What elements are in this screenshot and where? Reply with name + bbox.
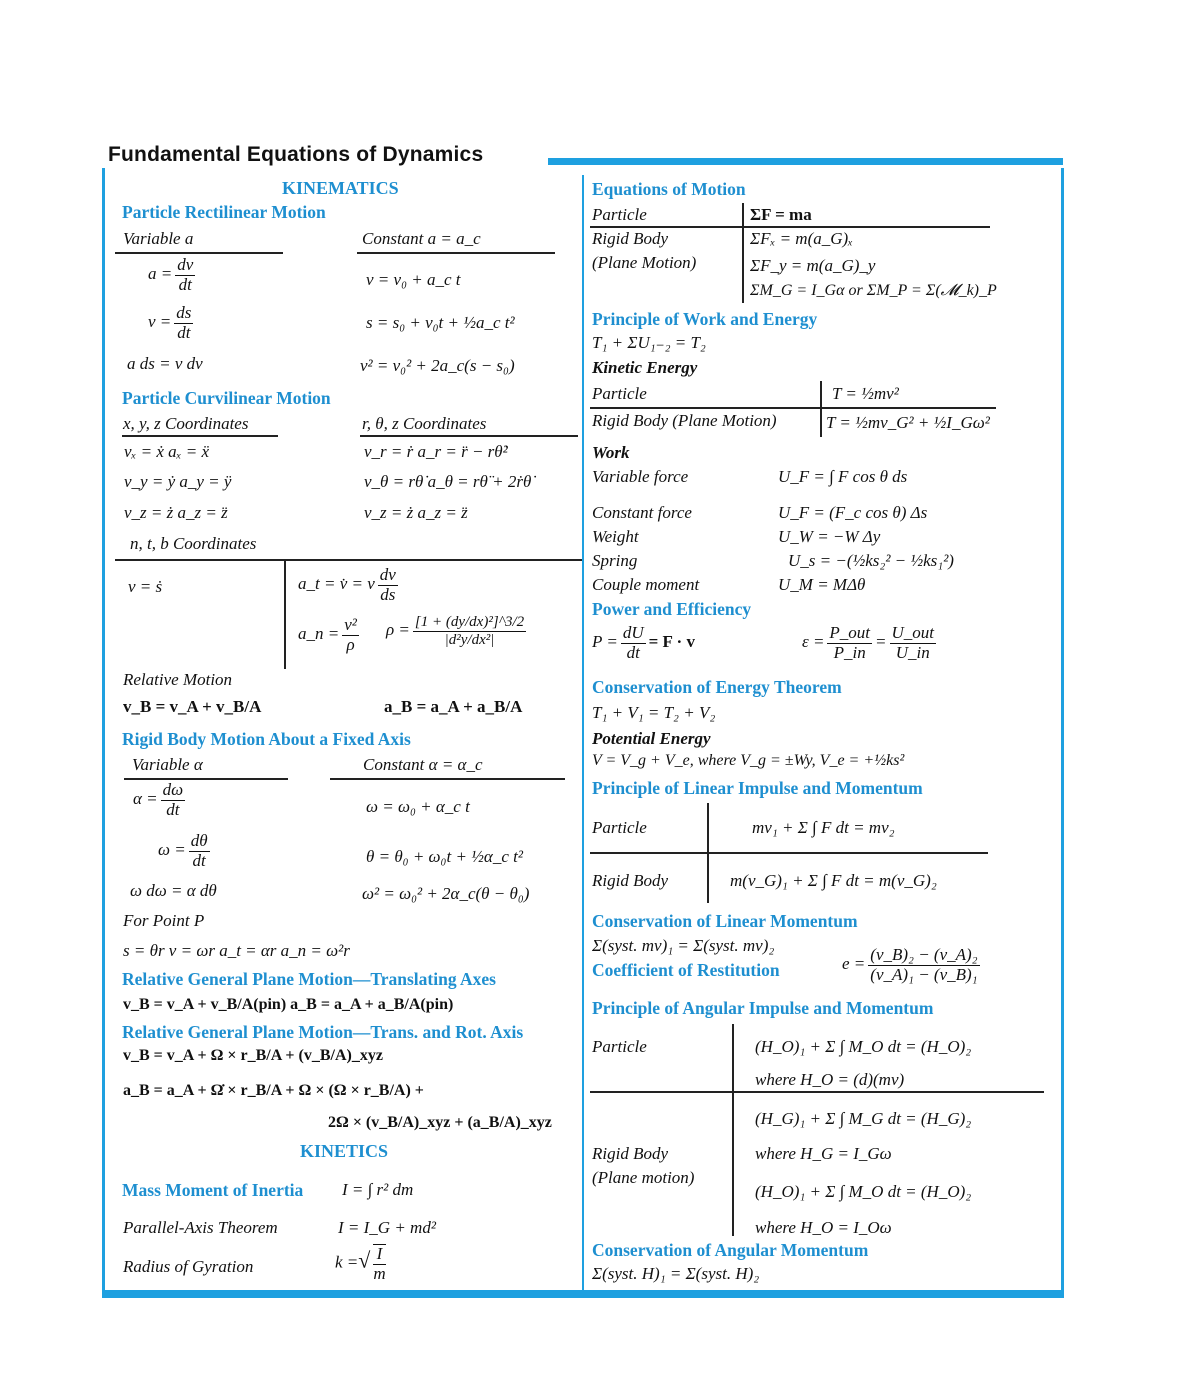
- eq-const-omega: ω = ω₀ + α_c t: [366, 797, 470, 816]
- rule: [590, 852, 988, 854]
- eq-at: a_t = v̇ = v $\frac{dv}{ds}$: [298, 565, 396, 604]
- eq-spring: U_s = −(½ks₂² − ½ks₁²): [788, 551, 954, 570]
- radius-gyration-label: Radius of Gyration: [123, 1257, 254, 1276]
- eq-an: a_n = $\frac{\text{v²}}{\rho}$: [298, 615, 357, 654]
- eq-li-particle: mv₁ + Σ ∫ F dt = mv₂: [752, 818, 895, 837]
- work-energy-heading: Principle of Work and Energy: [592, 309, 818, 329]
- conservation-energy-heading: Conservation of Energy Theorem: [592, 677, 842, 697]
- ai-rigid-o-where: where H_O = I_Oω: [755, 1218, 892, 1237]
- rule: [115, 252, 283, 254]
- eq-ai-rigid-o: (H_O)₁ + Σ ∫ M_O dt = (H_O)₂: [755, 1182, 972, 1201]
- eq-rel-a: a_B = a_A + a_B/A: [384, 697, 523, 716]
- eq-radius-gyration: k =√ $\frac{I}{m}$: [335, 1244, 386, 1283]
- mass-moment-heading: Mass Moment of Inertia: [122, 1180, 304, 1200]
- particle-curvilinear-heading: Particle Curvilinear Motion: [122, 388, 331, 408]
- eq-power: P = $\frac{dU}{dt}$ = F · v: [592, 623, 695, 662]
- rule: [742, 203, 744, 303]
- ai-rigid-g-where: where H_G = I_Gω: [755, 1144, 892, 1163]
- rule: [590, 226, 990, 228]
- rule: [820, 381, 822, 437]
- particle-rectilinear-heading: Particle Rectilinear Motion: [122, 202, 326, 222]
- eq-ke-rigid: T = ½mv_G² + ½I_Gω²: [826, 413, 990, 432]
- spring-label: Spring: [592, 551, 638, 570]
- rule: [590, 1091, 1044, 1093]
- relative-motion-label: Relative Motion: [123, 670, 233, 689]
- eq-parallel-axis: I = I_G + md²: [338, 1218, 436, 1237]
- parallel-axis-label: Parallel-Axis Theorem: [123, 1218, 278, 1237]
- kinematics-heading: KINEMATICS: [282, 178, 399, 198]
- ke-particle-label: Particle: [592, 384, 647, 403]
- eq-const-v: v = v₀ + a_c t: [366, 270, 461, 289]
- eq-restitution: e = $\frac{\text{(v\_B)₂ − (v\_A)₂}}{\text{(v\_A)₁ − (v\_B)₁}}$: [842, 945, 978, 984]
- eq-ai-particle: (H_O)₁ + Σ ∫ M_O dt = (H_O)₂: [755, 1037, 972, 1056]
- constant-force-label: Constant force: [592, 503, 692, 522]
- variable-a-label: Variable a: [123, 229, 194, 248]
- eq-rel-v: v_B = v_A + v_B/A: [123, 697, 262, 716]
- eq-a-dvdt: a = $\frac{dv}{dt}$: [148, 255, 194, 294]
- eom-particle-label: Particle: [592, 205, 647, 224]
- rule: [357, 252, 555, 254]
- bottom-rule: [102, 1290, 1064, 1298]
- equations-of-motion-heading: Equations of Motion: [592, 179, 746, 199]
- weight-label: Weight: [592, 527, 639, 546]
- kinetics-heading: KINETICS: [300, 1141, 389, 1161]
- constant-a-label: Constant a = a_c: [362, 229, 481, 248]
- potential-energy-label: Potential Energy: [592, 729, 711, 748]
- eq-v-dsdt: v = $\frac{ds}{dt}$: [148, 303, 192, 342]
- rule: [590, 407, 996, 409]
- eq-vtheta: v_θ = rθ̇ a_θ = rθ̈ + 2ṙθ̇: [364, 472, 532, 491]
- eq-vz: v_z = ż a_z = z̈: [124, 503, 228, 522]
- eq-const-s: s = s₀ + v₀t + ½a_c t²: [366, 313, 515, 332]
- xyz-label: x, y, z Coordinates: [123, 414, 249, 433]
- eq-const-theta: θ = θ₀ + ω₀t + ½α_c t²: [366, 847, 523, 866]
- eq-vz2: v_z = ż a_z = z̈: [364, 503, 468, 522]
- variable-alpha-label: Variable α: [132, 755, 203, 774]
- eq-rgpm-a: a_B = a_A + Ω̇ × r_B/A + Ω × (Ω × r_B/A) +: [123, 1082, 424, 1099]
- rule: [360, 435, 578, 437]
- eq-ads-vdv: a ds = v dv: [127, 354, 203, 373]
- eq-v-sdot: v = ṡ: [128, 577, 163, 596]
- ai-particle-where: where H_O = (d)(mv): [755, 1070, 905, 1089]
- eq-weight: U_W = −W Δy: [778, 527, 881, 546]
- eq-alpha: α = $\frac{d\omega}{dt}$: [133, 780, 184, 819]
- ntb-label: n, t, b Coordinates: [130, 534, 257, 553]
- angular-impulse-heading: Principle of Angular Impulse and Momentum: [592, 998, 934, 1018]
- work-label: Work: [592, 443, 630, 462]
- rgpm-translating-heading: Relative General Plane Motion—Translating Axes: [122, 969, 496, 989]
- kinetic-energy-label: Kinetic Energy: [592, 358, 698, 377]
- eom-plane-label: (Plane Motion): [592, 253, 697, 272]
- eq-mass-moment: I = ∫ r² dm: [342, 1180, 414, 1199]
- rule: [124, 778, 288, 780]
- eq-eom-moment: ΣM_G = I_Gα or ΣM_P = Σ(𝓜_k)_P: [750, 282, 997, 299]
- eq-omega-domega: ω dω = α dθ: [130, 881, 217, 900]
- title-rule: [548, 158, 1063, 165]
- eq-work-energy: T₁ + ΣU₁₋₂ = T₂: [592, 333, 706, 352]
- eq-vy: v_y = ẏ a_y = ÿ: [124, 472, 232, 491]
- rgpm-rotating-heading: Relative General Plane Motion—Trans. and Rot. Axis: [122, 1022, 524, 1042]
- conservation-angular-heading: Conservation of Angular Momentum: [592, 1240, 869, 1260]
- ke-rigid-label: Rigid Body (Plane Motion): [592, 411, 777, 430]
- rule: [732, 1024, 734, 1236]
- rule: [122, 435, 278, 437]
- rigid-body-fixed-axis-heading: Rigid Body Motion About a Fixed Axis: [122, 729, 411, 749]
- eq-eom-fy: ΣF_y = m(a_G)_y: [750, 256, 876, 275]
- eq-point-p: s = θr v = ωr a_t = αr a_n = ω²r: [123, 941, 350, 960]
- eq-variable-force: U_F = ∫ F cos θ ds: [778, 467, 908, 486]
- linear-impulse-heading: Principle of Linear Impulse and Momentum: [592, 778, 923, 798]
- ai-plane-label: (Plane motion): [592, 1168, 695, 1187]
- eq-conservation-linear: Σ(syst. mv)₁ = Σ(syst. mv)₂: [592, 936, 775, 955]
- rtz-label: r, θ, z Coordinates: [362, 414, 487, 433]
- eom-rigid-label: Rigid Body: [592, 229, 669, 248]
- eq-potential-energy: V = V_g + V_e, where V_g = ±Wy, V_e = +½ks²: [592, 752, 905, 769]
- rule: [284, 559, 286, 669]
- eq-omega: ω = $\frac{d\theta}{dt}$: [158, 831, 208, 870]
- eq-conservation-energy: T₁ + V₁ = T₂ + V₂: [592, 703, 716, 722]
- eq-const-v2: v² = v₀² + 2a_c(s − s₀): [360, 356, 515, 375]
- variable-force-label: Variable force: [592, 467, 689, 486]
- point-p-label: For Point P: [123, 911, 205, 930]
- eq-conservation-angular: Σ(syst. H)₁ = Σ(syst. H)₂: [592, 1264, 760, 1283]
- eq-eom-fx: ΣFₓ = m(a_G)ₓ: [750, 229, 853, 248]
- eq-rho: ρ = $\frac{\text{[1 + (dy/dx)²]\textasciicircum{}3/2}}{\text{|d²y/dx²|}}$: [386, 614, 525, 648]
- conservation-linear-heading: Conservation of Linear Momentum: [592, 911, 858, 931]
- eq-couple-moment: U_M = MΔθ: [778, 575, 866, 594]
- eq-const-omega2: ω² = ω₀² + 2α_c(θ − θ₀): [362, 884, 530, 903]
- ai-rigid-label: Rigid Body: [592, 1144, 669, 1163]
- eq-li-rigid: m(v_G)₁ + Σ ∫ F dt = m(v_G)₂: [730, 871, 937, 890]
- li-particle-label: Particle: [592, 818, 647, 837]
- eq-rgpm-v: v_B = v_A + Ω × r_B/A + (v_B/A)_xyz: [123, 1047, 383, 1064]
- eq-ai-rigid-g: (H_G)₁ + Σ ∫ M_G dt = (H_G)₂: [755, 1109, 972, 1128]
- eq-rgpm-a-cont: 2Ω × (v_B/A)_xyz + (a_B/A)_xyz: [328, 1114, 552, 1131]
- rule: [115, 559, 582, 561]
- eq-constant-force: U_F = (F_c cos θ) Δs: [778, 503, 928, 522]
- power-efficiency-heading: Power and Efficiency: [592, 599, 752, 619]
- eq-rgpm-translating: v_B = v_A + v_B/A(pin) a_B = a_A + a_B/A(pin): [123, 996, 454, 1013]
- constant-alpha-label: Constant α = α_c: [363, 755, 483, 774]
- eq-ke-particle: T = ½mv²: [832, 384, 899, 403]
- eq-vr: v_r = ṙ a_r = r̈ − rθ̇²: [364, 442, 508, 461]
- page-title: Fundamental Equations of Dynamics: [108, 143, 484, 166]
- couple-moment-label: Couple moment: [592, 575, 700, 594]
- li-rigid-label: Rigid Body: [592, 871, 669, 890]
- ai-particle-label: Particle: [592, 1037, 647, 1056]
- restitution-heading: Coefficient of Restitution: [592, 960, 780, 980]
- column-divider: [582, 175, 584, 1290]
- rule: [330, 778, 565, 780]
- eq-vx: vₓ = ẋ aₓ = ẍ: [124, 442, 209, 461]
- eq-efficiency: ε = $\frac{\text{P\_out}}{P\_in}$ = $\frac{\text{U\_out}}{U\_in}$: [802, 623, 935, 662]
- eq-eom-particle: ΣF = ma: [750, 205, 812, 224]
